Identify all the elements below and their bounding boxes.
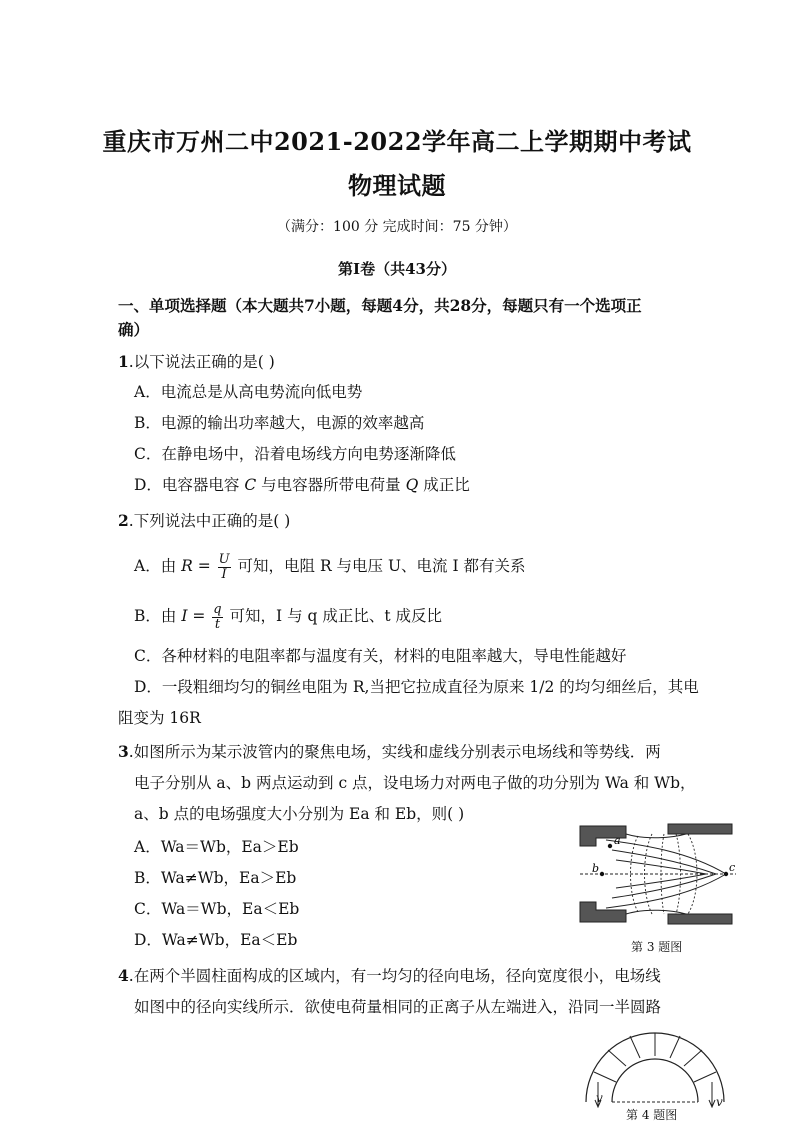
- q2-stem: [118, 511, 290, 531]
- q2-number: 2: [118, 511, 129, 530]
- q3-point-c: [724, 872, 728, 876]
- q4-number: 4: [118, 966, 129, 985]
- q2-a-denominator: I: [221, 566, 227, 582]
- q4-field-line: [630, 1036, 640, 1058]
- q2-option-d-line2: 阻变为 16R: [118, 709, 201, 727]
- q2-b-eq: =: [187, 607, 211, 625]
- q1-option-d: [134, 475, 470, 495]
- q3-number: 3: [118, 742, 129, 761]
- exam-title-line1: 重庆市万州二中2021-2022学年高二上学期期中考试: [102, 127, 692, 156]
- q3-stem-line3: a、b 点的电场强度大小分别为 Ea 和 Eb，则( ): [134, 805, 465, 823]
- q1-option-a: A．电流总是从高电势流向低电势: [134, 383, 363, 401]
- q2-option-c: C．各种材料的电阻率都与温度有关，材料的电阻率越大，导电性能越好: [134, 647, 627, 665]
- q2-option-b: [134, 598, 442, 634]
- q4-field-line: [608, 1050, 626, 1066]
- volume-heading: 第Ⅰ卷（共43分）: [338, 260, 456, 278]
- q2-option-d-line1: D．一段粗细均匀的铜丝电阻为 R,当把它拉成直径为原来 1/2 的均匀细丝后，其电: [134, 678, 699, 696]
- q3-electrode-bottom-left: [580, 902, 626, 922]
- q2-stem-text: .下列说法中正确的是( ): [128, 512, 291, 530]
- q1-d-c: C: [244, 476, 257, 494]
- q3-option-d: D．Wa≠Wb，Ea＜Eb: [134, 931, 298, 949]
- section-heading-line2: 确）: [118, 320, 150, 339]
- q4-stem-line2: 如图中的径向实线所示．欲使电荷量相同的正离子从左端进入，沿同一半圆路: [134, 998, 662, 1016]
- q4-field-line: [694, 1072, 716, 1082]
- q3-field-line: [606, 840, 726, 874]
- q2-b-numerator: q: [213, 601, 222, 617]
- q1-d-pre: D．电容器电容: [134, 476, 245, 494]
- q4-stem-line1: [118, 966, 661, 986]
- q3-label-c: c: [729, 861, 736, 874]
- q2-b-fraction: [212, 603, 222, 632]
- exam-meta: （满分：100 分 完成时间：75 分钟）: [277, 219, 517, 235]
- q3-option-c: C．Wa＝Wb，Ea＜Eb: [134, 900, 300, 918]
- q3-field-line: [606, 874, 726, 908]
- q1-d-q: Q: [405, 476, 419, 494]
- q2-a-pre: A．由: [134, 557, 182, 575]
- q2-a-fraction: [218, 553, 231, 582]
- q2-a-eq: =: [192, 557, 216, 575]
- q3-focusing-field-figure: [576, 820, 740, 928]
- q4-stem-text: .在两个半圆柱面构成的区域内，有一均匀的径向电场，径向宽度很小，电场线: [128, 967, 661, 985]
- q4-label-v-left: v: [596, 1091, 603, 1105]
- q2-a-numerator: U: [218, 551, 230, 567]
- q3-field-line: [626, 834, 686, 838]
- q2-option-a: [134, 548, 526, 584]
- q3-stem-line1: [118, 742, 661, 762]
- q1-stem-text: .以下说法正确的是( ): [128, 353, 275, 371]
- q2-b-i: I: [181, 607, 188, 625]
- q3-point-a: [608, 844, 612, 848]
- q3-figure-caption: 第 3 题图: [631, 940, 683, 954]
- q1-option-c: C．在静电场中，沿着电场线方向电势逐渐降低: [134, 445, 456, 463]
- q3-option-b: B．Wa≠Wb，Ea＞Eb: [134, 869, 297, 887]
- q1-d-post: 成正比: [418, 476, 470, 494]
- q3-stem-text: .如图所示为某示波管内的聚焦电场，实线和虚线分别表示电场线和等势线．两: [128, 743, 661, 761]
- exam-title-line2: 物理试题: [348, 171, 446, 200]
- q3-electrode-top-right: [668, 824, 732, 834]
- q2-b-denominator: t: [214, 616, 221, 632]
- q3-electrode-bottom-right: [668, 914, 732, 924]
- q3-label-b: b: [592, 862, 600, 875]
- section-heading-line1: 一、单项选择题（本大题共7小题，每题4分，共28分，每题只有一个选项正: [118, 296, 642, 315]
- q1-number: 1: [118, 352, 129, 371]
- q3-stem-line2: 电子分别从 a、b 两点运动到 c 点，设电场力对两电子做的功分别为 Wa 和 Wb，: [134, 774, 696, 792]
- q2-b-pre: B．由: [134, 607, 182, 625]
- q3-label-a: a: [614, 834, 621, 847]
- q4-figure-caption: 第 4 题图: [626, 1108, 678, 1122]
- q2-a-r: R: [181, 557, 193, 575]
- q2-b-post: 可知，I 与 q 成正比、t 成反比: [224, 607, 443, 625]
- q4-field-line: [684, 1050, 702, 1066]
- q1-option-b: B．电源的输出功率越大，电源的效率越高: [134, 414, 425, 432]
- q4-field-line: [670, 1036, 680, 1058]
- q3-option-a: A．Wa＝Wb，Ea＞Eb: [134, 838, 299, 856]
- q1-stem: [118, 352, 275, 372]
- q1-d-mid: 与电容器所带电荷量: [256, 476, 406, 494]
- q4-label-v-right: v: [716, 1095, 723, 1109]
- q3-point-b: [600, 872, 604, 876]
- q4-field-line: [594, 1072, 616, 1082]
- q4-radial-field-lines: [594, 1033, 716, 1082]
- q2-a-post: 可知，电阻 R 与电压 U、电流 I 都有关系: [232, 557, 526, 575]
